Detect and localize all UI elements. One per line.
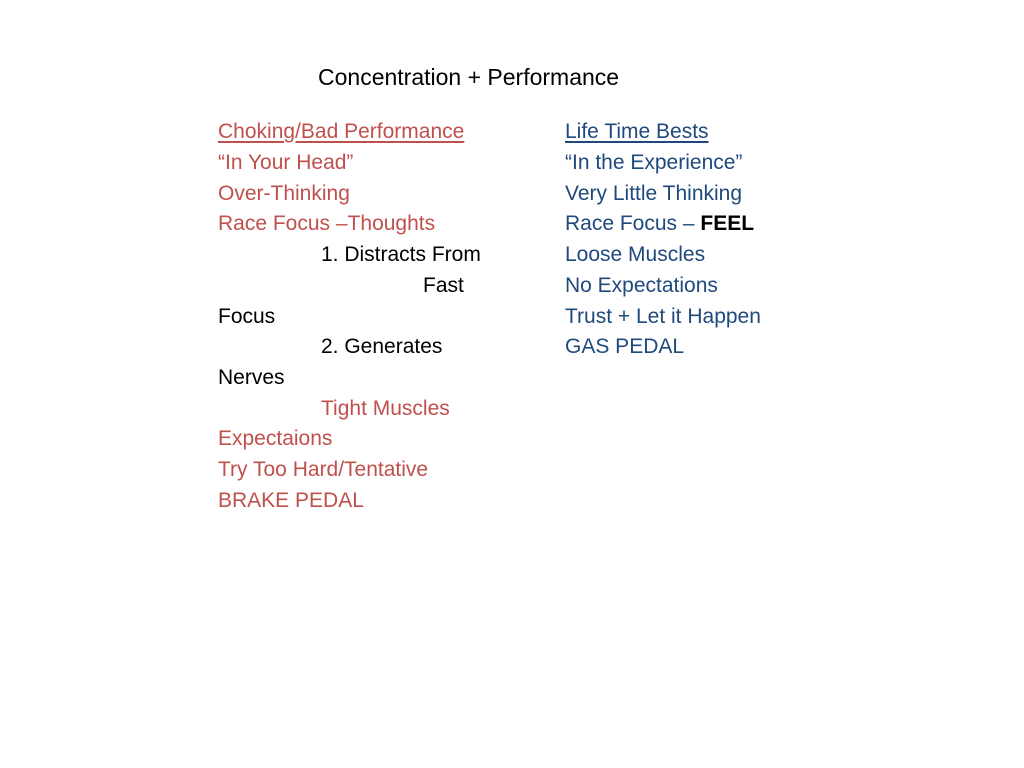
page-title: Concentration + Performance: [318, 64, 620, 90]
left-line-generates: 2. Generates: [321, 335, 443, 358]
left-line-nerves: Nerves: [218, 366, 285, 389]
right-race-focus-emphasis: FEEL: [700, 212, 755, 235]
left-line-expectations: Expectaions: [218, 427, 333, 450]
right-line-little-thinking: Very Little Thinking: [565, 182, 743, 205]
left-line-fast: Fast: [423, 274, 464, 297]
left-line-try-too-hard: Try Too Hard/Tentative: [218, 458, 429, 481]
left-heading: Choking/Bad Performance: [218, 120, 465, 143]
right-line-gas-pedal: GAS PEDAL: [565, 335, 685, 358]
right-race-focus-prefix: Race Focus –: [565, 212, 701, 235]
left-line-brake-pedal: BRAKE PEDAL: [218, 489, 364, 512]
right-line-in-the-experience: “In the Experience”: [565, 151, 743, 174]
left-line-race-focus: Race Focus –Thoughts: [218, 212, 436, 235]
right-heading: Life Time Bests: [565, 120, 709, 143]
right-line-race-focus: [565, 210, 754, 238]
left-line-over-thinking: Over-Thinking: [218, 182, 350, 205]
right-line-loose-muscles: Loose Muscles: [565, 243, 706, 266]
left-line-tight-muscles: Tight Muscles: [321, 397, 450, 420]
left-line-focus: Focus: [218, 305, 276, 328]
left-line-distracts: 1. Distracts From: [321, 243, 481, 266]
left-line-in-your-head: “In Your Head”: [218, 151, 354, 174]
right-line-no-expectations: No Expectations: [565, 274, 718, 297]
right-line-trust: Trust + Let it Happen: [565, 305, 761, 328]
